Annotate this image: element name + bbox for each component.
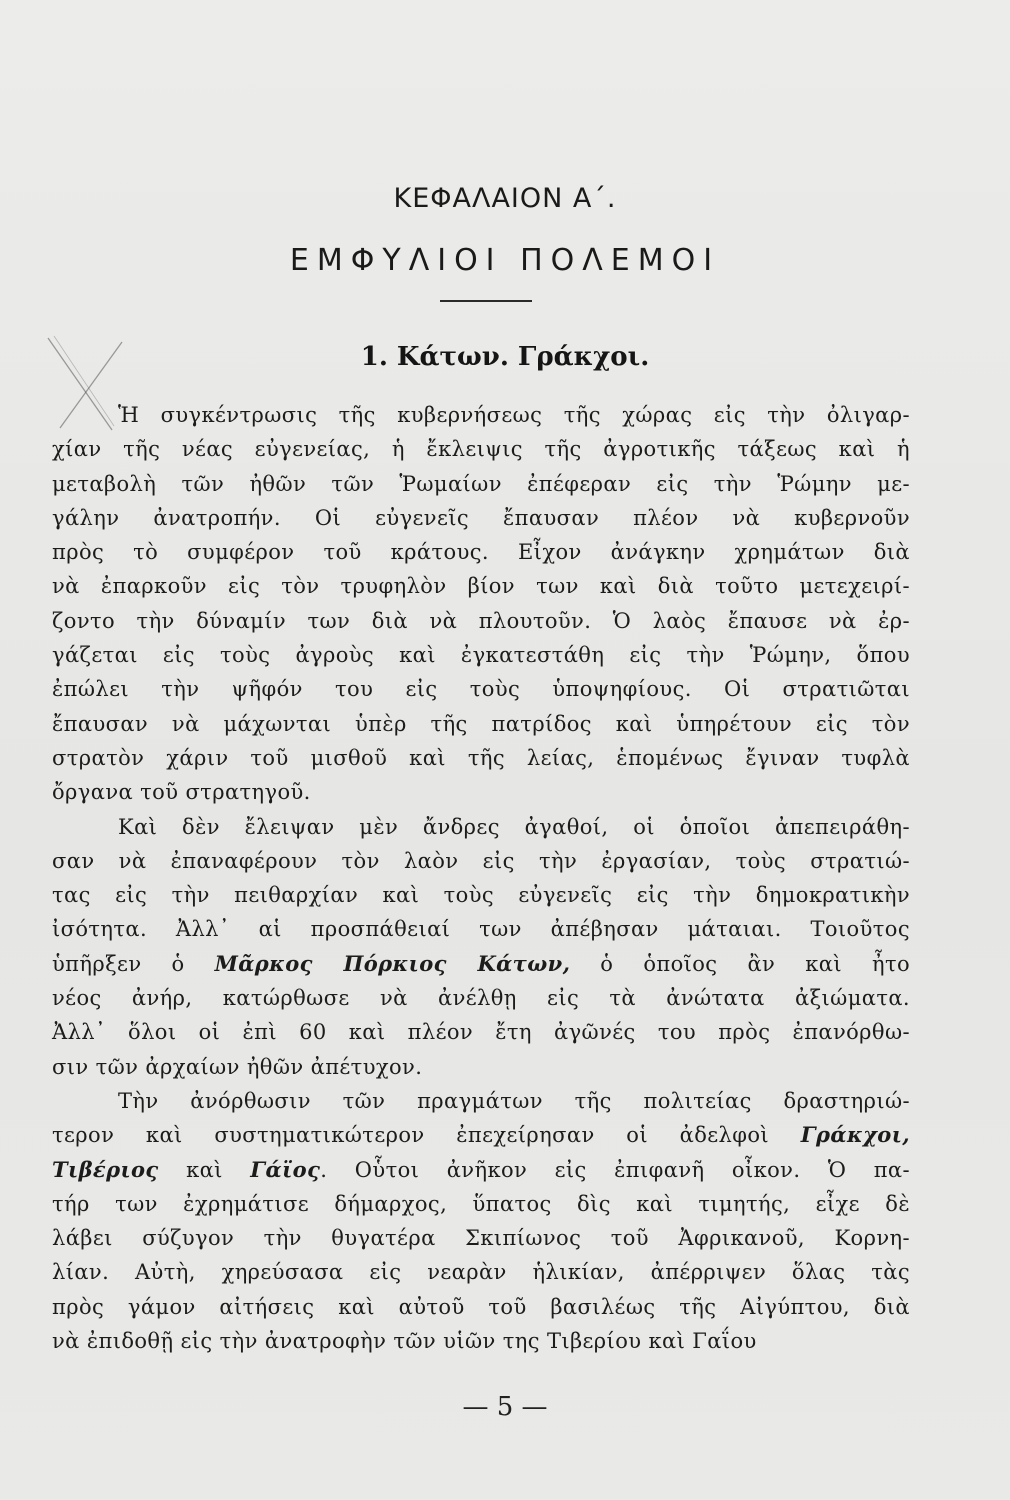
text-line: ὑπῆρξεν ὁ Μᾶρκος Πόρκιος Κάτων, ὁ ὁποῖος ἂν καὶ ἦτο — [52, 950, 911, 976]
chapter-heading: ΚΕΦΑΛΑΙΟΝ Α΄. — [393, 183, 617, 214]
text-line: χίαν τῆς νέας εὐγενείας, ἡ ἔκλειψις τῆς ἀγροτικῆς τάξεως καὶ ἡ — [52, 437, 910, 462]
emphasized-name: Μᾶρκος Πόρκιος Κάτων, — [214, 950, 571, 976]
text-line: γάζεται εἰς τοὺς ἀγροὺς καὶ ἐγκατεστάθη εἰς τὴν Ῥώμην, ὅπου — [52, 643, 910, 668]
text-line: στρατὸν χάριν τοῦ μισθοῦ καὶ τῆς λείας, ἑπομένως ἔγιναν τυφλὰ — [52, 745, 910, 770]
text-line: Ἡ συγκέντρωσις τῆς κυβερνήσεως τῆς χώρας εἰς τὴν ὀλιγαρ- — [118, 403, 910, 427]
text-line: Τὴν ἀνόρθωσιν τῶν πραγμάτων τῆς πολιτείας δραστηριώ- — [118, 1088, 910, 1113]
chapter-title: ΕΜΦΥΛΙΟΙ ΠΟΛΕΜΟΙ — [289, 243, 721, 278]
text-line: μεταβολὴ τῶν ἠθῶν τῶν Ῥωμαίων ἐπέφεραν εἰς τὴν Ῥώμην με- — [52, 471, 910, 496]
text-line: ὄργανα τοῦ στρατηγοῦ. — [52, 780, 311, 805]
page-number: — 5 — — [462, 1392, 548, 1422]
section-heading: 1. Κάτων. Γράκχοι. — [360, 342, 650, 372]
emphasized-name: Γράκχοι, — [800, 1122, 910, 1148]
emphasized-name: Γάϊος — [250, 1156, 321, 1182]
text-line: ἰσότητα. Ἀλλ᾽ αἱ προσπάθειαί των ἀπέβησαν μάταιαι. Τοιοῦτος — [52, 917, 910, 942]
emphasized-name: Τιβέριος — [52, 1156, 159, 1182]
text-line: τας εἰς τὴν πειθαρχίαν καὶ τοὺς εὐγενεῖς εἰς τὴν δημοκρατικὴν — [52, 883, 910, 908]
text-line: σαν νὰ ἐπαναφέρουν τὸν λαὸν εἰς τὴν ἐργασίαν, τοὺς στρατιώ- — [52, 848, 910, 873]
text-line: τήρ των ἐχρημάτισε δήμαρχος, ὕπατος δὶς καὶ τιμητής, εἶχε δὲ — [52, 1191, 910, 1216]
text-line: Τιβέριος καὶ Γάϊος. Οὗτοι ἀνῆκον εἰς ἐπιφανῆ οἶκον. Ὁ πα- — [52, 1156, 910, 1182]
text-line: νὰ ἐπιδοθῇ εἰς τὴν ἀνατροφὴν τῶν υἱῶν της Τιβερίου καὶ Γαΐου — [52, 1329, 757, 1354]
text-line: λάβει σύζυγον τὴν θυγατέρα Σκιπίωνος τοῦ Ἀφρικανοῦ, Κορνη- — [52, 1226, 910, 1251]
title-divider — [440, 300, 532, 302]
text-line: Καὶ δὲν ἔλειψαν μὲν ἄνδρες ἀγαθοί, οἱ ὁποῖοι ἀπεπειράθη- — [118, 814, 910, 839]
text-line: λίαν. Αὐτὴ, χηρεύσασα εἰς νεαρὰν ἡλικίαν, ἀπέρριψεν ὅλας τὰς — [52, 1260, 910, 1285]
text-line: ἐπώλει τὴν ψῆφόν του εἰς τοὺς ὑποψηφίους. Οἱ στρατιῶται — [52, 677, 910, 702]
body-text — [52, 398, 910, 1358]
text-line: ζοντο τὴν δύναμίν των διὰ νὰ πλουτοῦν. Ὁ λαὸς ἔπαυσε νὰ ἐρ- — [52, 608, 910, 633]
text-line: πρὸς τὸ συμφέρον τοῦ κράτους. Εἶχον ἀνάγκην χρημάτων διὰ — [52, 540, 910, 565]
text-line: τερον καὶ συστηματικώτερον ἐπεχείρησαν οἱ ἀδελφοὶ Γράκχοι, — [52, 1122, 910, 1148]
text-line: νέος ἀνήρ, κατώρθωσε νὰ ἀνέλθῃ εἰς τὰ ἀνώτατα ἀξιώματα. — [52, 986, 910, 1011]
text-line: Ἀλλ᾽ ὅλοι οἱ ἐπὶ 60 καὶ πλέον ἔτη ἀγῶνές του πρὸς ἐπανόρθω- — [52, 1020, 910, 1045]
text-line: πρὸς γάμον αἰτήσεις καὶ αὐτοῦ τοῦ βασιλέως τῆς Αἰγύπτου, διὰ — [52, 1294, 910, 1319]
text-line: ἔπαυσαν νὰ μάχωνται ὑπὲρ τῆς πατρίδος καὶ ὑπηρέτουν εἰς τὸν — [52, 711, 910, 736]
text-line: νὰ ἐπαρκοῦν εἰς τὸν τρυφηλὸν βίον των καὶ διὰ τοῦτο μετεχειρί- — [52, 574, 910, 599]
text-line: γάλην ἀνατροπήν. Οἱ εὐγενεῖς ἔπαυσαν πλέον νὰ κυβερνοῦν — [52, 505, 910, 530]
text-line: σιν τῶν ἀρχαίων ἠθῶν ἀπέτυχον. — [52, 1054, 423, 1079]
